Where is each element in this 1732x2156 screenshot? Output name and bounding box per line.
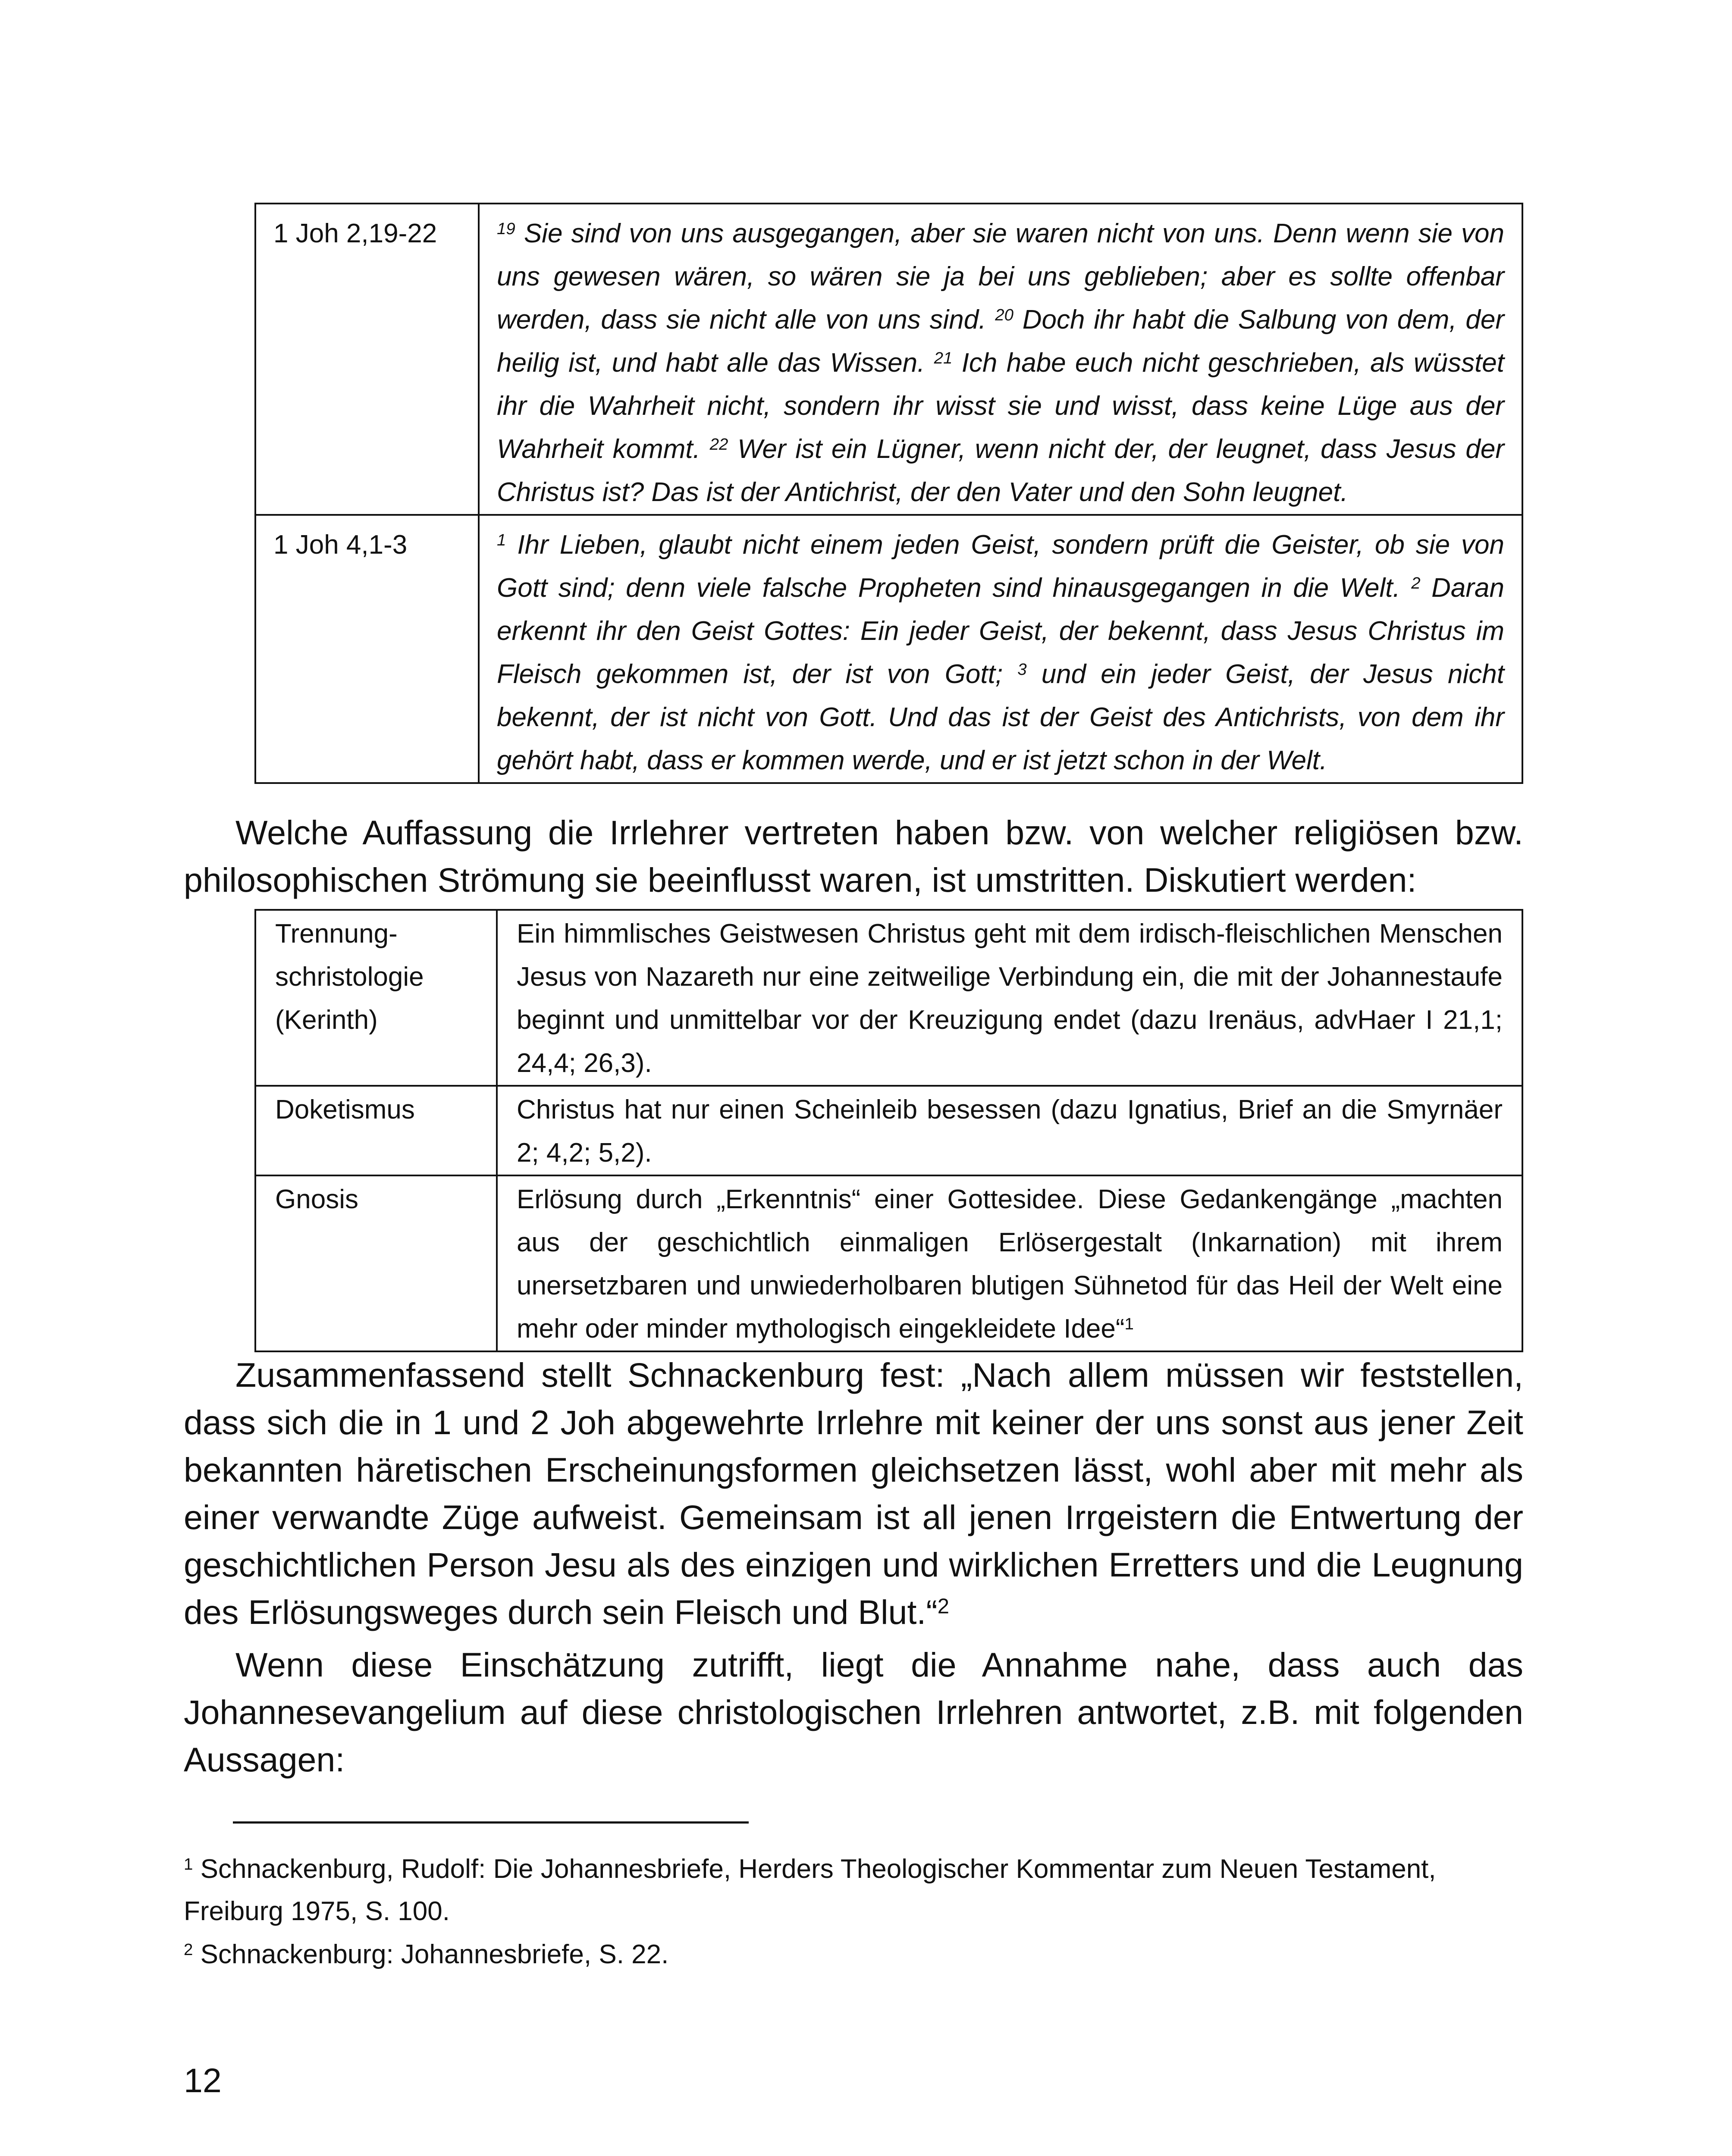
footnote-text: Schnackenburg, Rudolf: Die Johannesbriefe, Herders Theologischer Kommentar zum Neuen Testament, Freiburg 1975, S. 100. (184, 1854, 1436, 1926)
verse-number: 20 (995, 305, 1013, 324)
verse-text (479, 515, 1522, 783)
paragraph-text: Zusammenfassend stellt Schnackenburg fest: „Nach allem müssen wir feststellen, dass sich die in 1 und 2 Joh abgewehrte Irrlehre mit keiner der uns sonst aus jener Zeit bekannten häretischen Erscheinungsformen gleichsetzen lässt, wohl aber mit mehr als einer verwandte Züge aufweist. Gemeinsam ist all jenen Irrgeistern die Entwertung der geschichtlichen Person Jesu als des einzigen und wirklichen Erretters und die Leugnung des Erlösungsweges durch sein Fleisch und Blut.“ (184, 1356, 1523, 1631)
position-row (255, 1086, 1522, 1175)
position-row (255, 910, 1522, 1086)
position-description (497, 1175, 1522, 1351)
verse-reference: 1 Joh 4,1-3 (255, 515, 479, 783)
intro-paragraph: Welche Auffassung die Irrlehrer vertreten haben bzw. von welcher religiösen bzw. philosophischen Strömung sie beeinflusst waren, ist umstritten. Diskutiert werden: (184, 813, 1523, 899)
verse-number: 21 (934, 348, 953, 367)
term-line: schristologie (275, 962, 424, 992)
description-text: Erlösung durch „Erkenntnis“ einer Gottesidee. Diese Gedankengänge „machten aus der geschichtlich einmaligen Erlösergestalt (Inkarnation) mit ihrem unersetzbaren und unwiederholbaren blutigen Sühnetod für das Heil der Welt eine mehr oder minder mythologisch eingekleidete Idee“ (517, 1185, 1503, 1344)
quote-paragraph (184, 1351, 1523, 1636)
term-line: Trennung- (275, 919, 398, 949)
footnote-text: Schnackenburg: Johannesbriefe, S. 22. (200, 1940, 669, 1969)
verse-content: Ich habe euch nicht geschrieben, als wüsstet ihr die Wahrheit nicht, sondern ihr wisst sie und wisst, dass keine Lüge aus der Wahrheit kommt. (497, 348, 1505, 464)
verse-number: 19 (497, 219, 515, 238)
verse-content: und ein jeder Geist, der Jesus nicht bekennt, der ist nicht von Gott. Und das ist der Geist des Antichrists, von dem ihr gehört habt, dass er kommen werde, und er ist jetzt schon in der Welt. (497, 659, 1504, 775)
footnote (184, 1848, 1523, 1933)
conclusion-paragraph: Wenn diese Einschätzung zutrifft, liegt die Annahme nahe, dass auch das Johannesevangelium auf diese christologischen Irrlehren antwortet, z.B. mit folgenden Aussagen: (184, 1645, 1523, 1779)
verse-content: Doch ihr habt die Salbung von dem, der heilig ist, und habt alle das Wissen. (497, 305, 1505, 378)
verse-content: Sie sind von uns ausgegangen, aber sie waren nicht von uns. Denn wenn sie von uns gewesen wären, so wären sie ja bei uns geblieben; aber es sollte offenbar werden, dass sie nicht alle von uns sind. (497, 219, 1505, 335)
footnote (184, 1934, 1523, 1976)
verse-number: 22 (709, 435, 728, 454)
footnote-number: 2 (184, 1940, 193, 1959)
footnote-separator (233, 1821, 749, 1824)
position-term (255, 910, 497, 1086)
footnote-reference: 1 (1124, 1314, 1134, 1333)
verse-content: Daran erkennt ihr den Geist Gottes: Ein jeder Geist, der bekennt, dass Jesus Christus im Fleisch gekommen ist, der ist von Gott; (497, 573, 1505, 689)
verse-row (255, 515, 1522, 783)
verse-text (479, 204, 1522, 515)
verse-content: Ihr Lieben, glaubt nicht einem jeden Geist, sondern prüft die Geister, ob sie von Gott sind; denn viele falsche Propheten sind hinausgegangen in die Welt. (497, 530, 1504, 603)
verse-reference: 1 Joh 2,19-22 (255, 204, 479, 515)
position-description: Ein himmlisches Geistwesen Christus geht mit dem irdisch-fleischlichen Menschen Jesus von Nazareth nur eine zeitweilige Verbindung ein, die mit der Johannestaufe beginnt und unmittelbar vor der Kreuzigung endet (dazu Irenäus, advHaer I 21,1; 24,4; 26,3). (497, 910, 1522, 1086)
position-description: Christus hat nur einen Scheinleib besessen (dazu Ignatius, Brief an die Smyrnäer 2; 4,2; 5,2). (497, 1086, 1522, 1175)
verse-table (254, 203, 1523, 784)
position-row (255, 1175, 1522, 1351)
term-line: (Kerinth) (275, 1005, 378, 1035)
verse-number: 2 (1411, 573, 1421, 592)
positions-table (254, 909, 1523, 1352)
verse-number: 1 (497, 530, 506, 549)
verse-number: 3 (1017, 660, 1027, 679)
position-term: Doketismus (255, 1086, 497, 1175)
position-term: Gnosis (255, 1175, 497, 1351)
verse-row (255, 204, 1522, 515)
footnote-number: 1 (184, 1855, 193, 1874)
verse-content: Wer ist ein Lügner, wenn nicht der, der leugnet, dass Jesus der Christus ist? Das ist der Antichrist, der den Vater und den Sohn leugnet. (497, 434, 1505, 507)
footnote-reference: 2 (937, 1595, 949, 1618)
page-number: 12 (184, 2061, 222, 2100)
